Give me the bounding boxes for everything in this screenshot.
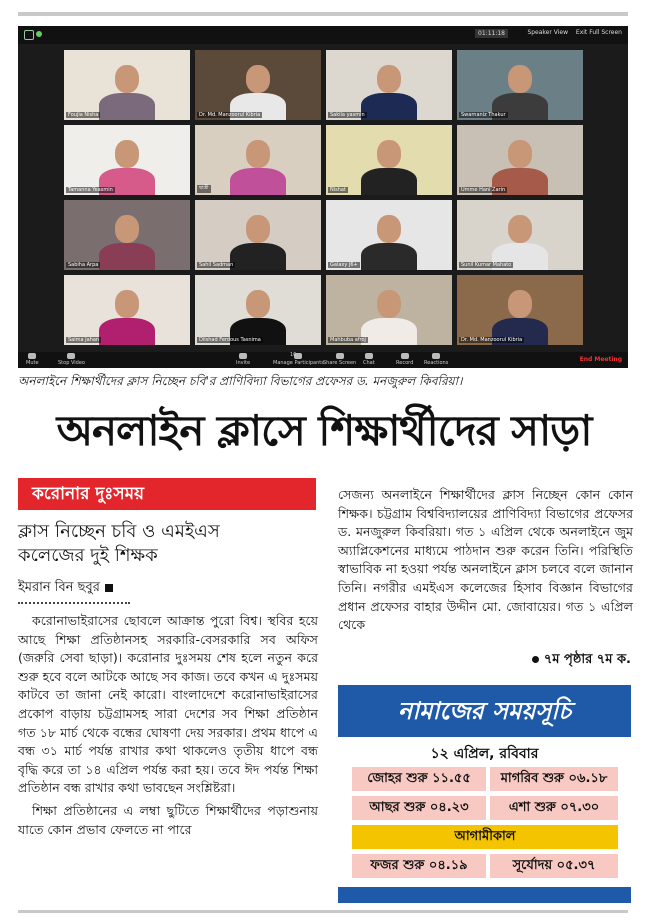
participant-name: Dilshad Ferdous Tasnima <box>199 337 261 343</box>
namaz-date: ১২ এপ্রিল, রবিবার <box>430 746 539 762</box>
control-icon <box>67 353 75 359</box>
participant-tile[interactable] <box>64 275 190 345</box>
participant-body <box>99 93 155 120</box>
participant-face <box>508 140 532 168</box>
participant-tile[interactable] <box>195 200 321 270</box>
participant-face <box>377 215 401 243</box>
end-meeting-button[interactable]: End Meeting <box>579 356 622 363</box>
zoom-control-4[interactable] <box>323 353 356 366</box>
participant-tile[interactable] <box>457 125 583 195</box>
article-paragraph: শিক্ষা প্রতিষ্ঠানের এ লম্বা ছুটিতে শিক্ষার্থীদের পড়াশুনায় যাতে কোন প্রভাব ফেলতে না পারে <box>18 802 318 837</box>
participant-tile[interactable] <box>195 275 321 345</box>
continued-note <box>532 650 631 671</box>
participant-tile[interactable] <box>326 50 452 120</box>
participant-name: Dr. Md. Manzoorul Kibria <box>199 112 261 118</box>
participant-name: ছাত্রী <box>199 185 209 191</box>
zoom-control-7[interactable] <box>424 353 448 366</box>
zoom-top-bar <box>18 26 628 44</box>
participant-name: Sunil Kumar Mahato <box>461 262 512 268</box>
article-paragraph: করোনাভাইরাসের ছোবলে আক্রান্ত পুরো বিশ্ব। স্থবির হয়ে আছে শিক্ষা প্রতিষ্ঠানসহ সরকারি-বেসরকারি সব অফিস (জরুরি সেবা ছাড়া)। করোনার দুঃসময় শেষ হলে নতুন করে শুরু হবে বলে আটকে আছে সব কাজ। তবে কখন এ দুঃসময় কাটবে তা জানা নেই কারো। বাংলাদেশে করোনাভাইরাসের প্রকোপ বাড়ায় চট্টগ্রামসহ সারা দেশের সব শিক্ষা প্রতিষ্ঠান গত ১৮ মার্চ থেকে বন্ধের ঘোষণা দেয় সরকার। প্রথম ধাপে এ বন্ধ ৩১ মার্চ পর্যন্ত রাখার কথা থাকলেও তৃতীয় ধাপে বন্ধ বৃদ্ধি করে তা ১৪ এপ্রিল পর্যন্ত করা হয়। তবে ঈদ পর্যন্ত শিক্ষা প্রতিষ্ঠান বন্ধ রাখার কথা ভাবছেন সংশ্লিষ্টরা। <box>18 613 318 796</box>
zoom-control-3[interactable] <box>273 353 324 366</box>
control-icon <box>28 353 36 359</box>
photo-caption: অনলাইনে শিক্ষার্থীদের ক্লাস নিচ্ছেন চবি'র প্রাণিবিদ্যা বিভাগের প্রফেসর ড. মনজুরুল কিবরিয়া। <box>18 374 463 388</box>
participant-face <box>115 65 139 93</box>
participant-face <box>246 65 270 93</box>
participant-face <box>508 65 532 93</box>
control-label: Manage Participants <box>273 360 324 366</box>
control-icon <box>239 353 247 359</box>
section-tag: করোনার দুঃসময় <box>18 478 316 510</box>
meeting-timer: 01:11:18 <box>475 29 508 38</box>
zoom-meeting-screenshot <box>18 26 628 368</box>
participant-face <box>508 290 532 318</box>
participant-tile[interactable] <box>457 50 583 120</box>
control-label: Mute <box>26 360 39 366</box>
dotted-divider <box>18 602 130 604</box>
article-paragraph: সেজন্য অনলাইনে শিক্ষার্থীদের ক্লাস নিচ্ছেন কোন কোন শিক্ষক। চট্টগ্রাম বিশ্ববিদ্যালয়ের প্রাণিবিদ্যা বিভাগের প্রফেসর ড. মনজুরুল কিবরিয়া। গত ১ এপ্রিল থেকে অনলাইনে জুম অ্যাপ্লিকেশনের মাধ্যমে পাঠদান শুরু করেন তিনি। পরিস্থিতি স্বাভাবিক না হওয়া পর্যন্ত অনলাইনে ক্লাস চলবে বলে জানান তিনি। নগরীর এমইএস কলেজের হিসাব বিজ্ঞান বিভাগের প্রধান প্রফেসর বাহার উদ্দীন মো. জোবায়ের। গত ১ এপ্রিল থেকে <box>338 487 633 633</box>
author-name: ইমরান বিন ছবুর <box>18 580 100 595</box>
subheadline <box>18 520 318 568</box>
participant-face <box>115 215 139 243</box>
participant-body <box>361 243 417 270</box>
article-column-2 <box>338 486 633 639</box>
zoom-control-1[interactable] <box>58 353 85 366</box>
lock-icon <box>24 30 34 40</box>
participant-tile[interactable] <box>457 200 583 270</box>
participant-name: Tamanna Yeasmin <box>68 187 113 193</box>
participant-name: Dr. Md. Manzoorul Kibria <box>461 337 523 343</box>
control-label: Share Screen <box>323 360 357 366</box>
participant-face <box>115 290 139 318</box>
participant-face <box>246 140 270 168</box>
namaz-tomorrow-label: আগামীকাল <box>352 825 618 849</box>
participant-face <box>377 290 401 318</box>
participant-name: Galaxy J6+ <box>330 262 358 268</box>
participant-name: Umme Hani Zarin <box>461 187 506 193</box>
video-grid <box>64 50 584 350</box>
participant-face <box>508 215 532 243</box>
participant-name: Foujia Nisha <box>68 112 99 118</box>
control-icon <box>336 353 344 359</box>
participant-face <box>246 290 270 318</box>
participant-tile[interactable] <box>64 50 190 120</box>
participant-name: Sahil Sadman <box>199 262 234 268</box>
participant-name: Saima Jahan <box>68 337 100 343</box>
namaz-cell-johor: জোহর শুরু ১১.৫৫ <box>352 767 486 791</box>
namaz-cell-magrib: মাগরিব শুরু ০৬.১৮ <box>490 767 618 791</box>
participant-tile[interactable] <box>457 275 583 345</box>
speaker-view-button[interactable]: Speaker View <box>527 29 568 36</box>
participant-tile[interactable] <box>195 50 321 120</box>
participant-body <box>361 318 417 345</box>
control-label: Chat <box>363 360 375 366</box>
headline: অনলাইন ক্লাসে শিক্ষার্থীদের সাড়া <box>56 406 592 455</box>
participant-body <box>230 168 286 195</box>
control-label: Record <box>396 360 414 366</box>
participant-face <box>377 65 401 93</box>
participant-tile[interactable] <box>326 125 452 195</box>
participant-name: Nishat <box>330 187 346 193</box>
participant-name: Sabiha Arpa <box>68 262 99 268</box>
participant-tile[interactable] <box>64 125 190 195</box>
participant-name: Sakila yasmin <box>330 112 365 118</box>
participant-body <box>99 243 155 270</box>
participant-name: Mahbuba afroj <box>330 337 366 343</box>
control-icon <box>432 353 440 359</box>
participant-tile[interactable] <box>326 200 452 270</box>
shield-icon <box>36 31 42 37</box>
participant-tile[interactable] <box>195 125 321 195</box>
participant-name: Swarnaniz Thakur <box>461 112 506 118</box>
participant-body <box>230 243 286 270</box>
namaz-footer-bar <box>338 887 631 903</box>
participant-face <box>115 140 139 168</box>
top-rule <box>18 12 628 16</box>
zoom-control-2[interactable] <box>236 353 250 366</box>
control-icon <box>401 353 409 359</box>
namaz-cell-asor: আছর শুরু ০৪.২৩ <box>352 796 486 820</box>
bullet-icon <box>532 656 539 663</box>
control-label: Stop Video <box>58 360 85 366</box>
participant-count: 16 <box>290 352 297 358</box>
subheadline-line: ক্লাস নিচ্ছেন চবি ও এমইএস <box>18 521 220 542</box>
namaz-cell-sunrise: সূর্যোদয় ০৫.৩৭ <box>490 854 618 878</box>
byline <box>18 578 113 599</box>
participant-face <box>377 140 401 168</box>
participant-tile[interactable] <box>326 275 452 345</box>
zoom-control-6[interactable] <box>396 353 413 366</box>
namaz-cell-fajr: ফজর শুরু ০৪.১৯ <box>352 854 486 878</box>
zoom-control-5[interactable] <box>363 353 375 366</box>
exit-full-screen-button[interactable]: Exit Full Screen <box>575 29 622 36</box>
bottom-rule <box>18 910 628 913</box>
participant-body <box>361 93 417 120</box>
participant-body <box>361 168 417 195</box>
control-label: Reactions <box>424 360 449 366</box>
participant-tile[interactable] <box>64 200 190 270</box>
namaz-cell-esha: এশা শুরু ০৭.৩০ <box>490 796 618 820</box>
subheadline-line: কলেজের দুই শিক্ষক <box>18 545 158 566</box>
participant-face <box>246 215 270 243</box>
control-label: Invite <box>236 360 251 366</box>
control-icon <box>365 353 373 359</box>
continued-text: ৭ম পৃষ্ঠার ৭ম ক. <box>543 652 631 667</box>
zoom-control-bar <box>18 352 628 368</box>
square-marker-icon <box>105 584 113 592</box>
participant-body <box>99 318 155 345</box>
namaz-schedule-banner: নামাজের সময়সূচি <box>338 685 631 737</box>
zoom-control-0[interactable] <box>26 353 39 366</box>
article-column-1 <box>18 612 318 843</box>
